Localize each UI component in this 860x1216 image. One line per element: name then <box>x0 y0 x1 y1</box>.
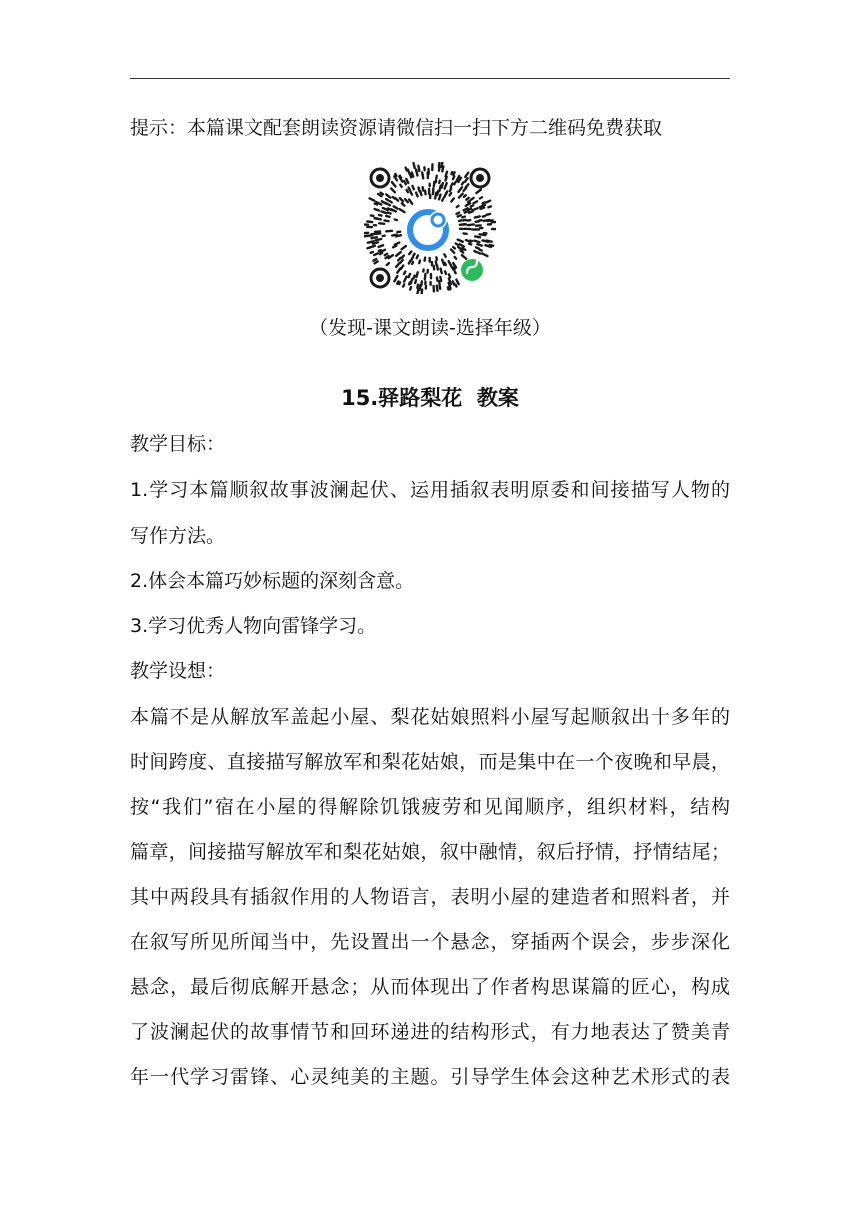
qr-module <box>451 183 453 187</box>
qr-module <box>380 253 382 254</box>
qr-module <box>371 215 373 216</box>
qr-finder-dot <box>376 174 384 182</box>
qr-module <box>412 173 413 177</box>
paragraph-line: 其中两段具有插叙作用的人物语言，表明小屋的建造者和照料者，并 <box>130 886 730 908</box>
qr-module <box>456 244 459 246</box>
qr-module <box>374 253 378 255</box>
qr-module <box>409 274 410 277</box>
qr-module <box>468 209 471 210</box>
qr-module <box>450 193 452 196</box>
qr-module <box>404 272 405 274</box>
qr-module <box>409 188 411 191</box>
qr-module <box>406 179 408 183</box>
qr-module <box>442 183 443 188</box>
qr-module <box>451 198 454 201</box>
qr-module <box>440 285 441 289</box>
qr-module <box>486 214 490 215</box>
qr-module <box>463 220 466 221</box>
qr-module <box>388 213 391 214</box>
qr-module <box>433 188 434 194</box>
qr-module <box>462 255 466 259</box>
qr-module <box>435 193 436 199</box>
qr-module <box>382 201 386 203</box>
qr-module <box>375 204 377 205</box>
qr-module <box>367 221 372 222</box>
qr-module <box>396 276 398 279</box>
qr-module <box>466 203 470 206</box>
qr-finder-dot <box>376 274 384 282</box>
qr-module <box>442 162 443 167</box>
qr-module <box>405 199 408 202</box>
qr-module <box>478 253 480 254</box>
qr-module <box>445 263 446 265</box>
qr-module <box>490 245 493 246</box>
qr-module <box>375 261 378 263</box>
qr-module <box>456 280 458 285</box>
qr-module <box>417 285 418 288</box>
qr-module <box>475 216 480 217</box>
qr-module <box>417 289 418 294</box>
qr-module <box>390 201 392 202</box>
qr-caption: （发现-课文朗读-选择年级） <box>309 317 551 339</box>
qr-module <box>414 276 415 279</box>
qr-module <box>406 168 407 171</box>
qr-code-graphic <box>364 162 496 294</box>
qr-module <box>436 261 437 264</box>
qr-module <box>371 252 373 253</box>
qr-module <box>480 197 482 198</box>
qr-module <box>386 216 389 217</box>
qr-module <box>446 172 447 177</box>
qr-module <box>483 202 485 203</box>
qr-module <box>418 166 419 171</box>
qr-module <box>423 187 424 190</box>
qr-module <box>466 184 469 187</box>
qr-module <box>476 190 481 194</box>
qr-module <box>437 191 438 195</box>
objective-line: 2.体会本篇巧妙标题的深刻含意。 <box>130 570 415 592</box>
qr-module <box>440 277 441 281</box>
qr-module <box>409 282 410 284</box>
paragraph-line: 年一代学习雷锋、心灵纯美的主题。引导学生体会这种艺术形式的表 <box>130 1066 730 1088</box>
qr-module <box>409 251 411 254</box>
qr-module <box>446 192 447 194</box>
paragraph-line: 篇章，间接描写解放军和梨花姑娘，叙中融情，叙后抒情，抒情结尾； <box>130 841 730 863</box>
qr-module <box>398 258 400 260</box>
qr-module <box>439 195 440 200</box>
qr-module <box>399 282 400 284</box>
qr-module <box>379 250 381 251</box>
paragraph-line: 在叙写所见所闻当中，先设置出一个悬念，穿插两个误会，步步深化 <box>130 931 730 953</box>
qr-module <box>445 271 446 273</box>
qr-module <box>464 195 466 197</box>
qr-module <box>457 206 459 207</box>
qr-module <box>481 208 485 209</box>
qr-module <box>473 201 477 203</box>
qr-module <box>400 176 401 178</box>
qr-module <box>420 285 421 290</box>
qr-module <box>466 198 468 200</box>
qr-module <box>404 277 406 282</box>
qr-module <box>450 188 451 191</box>
qr-module <box>487 241 492 242</box>
qr-module <box>397 281 398 283</box>
qr-module <box>425 274 426 280</box>
qr-module <box>392 235 396 236</box>
qr-module <box>465 211 469 213</box>
qr-module <box>375 209 379 210</box>
qr-module <box>465 173 468 177</box>
qr-module <box>486 201 490 203</box>
paragraph-line: 时间跨度、直接描写解放军和梨花姑娘，而是集中在一个夜晚和早晨， <box>130 751 730 773</box>
qr-module <box>465 178 468 182</box>
qr-module <box>480 234 486 235</box>
qr-module <box>425 258 426 261</box>
qr-module <box>469 211 473 212</box>
qr-module <box>394 280 395 282</box>
paragraph-line: 悬念，最后彻底解开悬念；从而体现出了作者构思谋篇的匠心，构成 <box>130 976 730 998</box>
qr-module <box>437 286 438 291</box>
paragraph-line: 了波澜起伏的故事情节和回环递进的结构形式，有力地表达了赞美青 <box>130 1021 730 1043</box>
qr-module <box>412 186 413 189</box>
qr-module <box>474 251 476 252</box>
qr-module <box>404 181 406 184</box>
paragraph-line: 按“我们”宿在小屋的得解除饥饿疲劳和见闻顺序，组织材料，结构 <box>130 796 730 818</box>
qr-module <box>469 244 471 245</box>
qr-module <box>368 241 374 242</box>
qr-module <box>385 220 389 221</box>
qr-module <box>395 174 396 176</box>
qr-module <box>371 237 376 238</box>
qr-module <box>403 284 404 286</box>
document-page <box>130 0 730 1216</box>
qr-module <box>364 236 368 237</box>
objective-line: 写作方法。 <box>130 525 226 547</box>
qr-module <box>474 241 479 242</box>
qr-module <box>376 239 382 240</box>
objective-line: 3.学习优秀人物向雷锋学习。 <box>130 615 377 637</box>
qr-module <box>418 187 419 191</box>
qr-module <box>386 199 388 200</box>
paragraph-line: 本篇不是从解放军盖起小屋、梨花姑娘照料小屋写起顺叙出十多年的 <box>130 706 730 728</box>
qr-module <box>400 198 403 201</box>
qr-module <box>455 257 457 259</box>
qr-module <box>379 215 382 216</box>
qr-module <box>488 206 490 207</box>
qr-module <box>402 203 405 205</box>
qr-module <box>436 257 437 259</box>
qr-module <box>386 194 390 197</box>
qr-module <box>445 183 447 188</box>
qr-module <box>381 193 383 195</box>
qr-module <box>454 268 455 270</box>
qr-module <box>462 248 465 250</box>
qr-module <box>439 186 440 192</box>
qr-module <box>400 185 401 187</box>
qr-module <box>402 246 406 249</box>
qr-module <box>460 244 464 246</box>
qr-module <box>419 261 420 264</box>
qr-module <box>392 182 396 186</box>
qr-module <box>387 263 389 265</box>
qr-module <box>370 198 375 200</box>
audio-resource-hint: 提示：本篇课文配套朗读资源请微信扫一扫下方二维码免费获取 <box>130 117 663 139</box>
qr-module <box>408 170 410 174</box>
qr-module <box>453 247 455 248</box>
qr-finder-dot <box>476 174 484 182</box>
qr-module <box>457 213 460 214</box>
qr-module <box>442 199 443 201</box>
qr-module <box>482 253 487 256</box>
qr-module <box>454 182 455 184</box>
qr-module <box>410 287 411 290</box>
objective-line: 1.学习本篇顺叙故事波澜起伏、运用插叙表明原委和间接描写人物的 <box>130 479 730 501</box>
qr-module <box>402 256 404 258</box>
qr-module <box>459 220 461 221</box>
qr-module <box>379 245 383 247</box>
document-title: 15.驿路梨花 教案 <box>341 386 519 410</box>
qr-module <box>448 287 449 289</box>
qr-module <box>417 255 418 258</box>
qr-module <box>400 209 405 212</box>
qr-module <box>453 281 454 284</box>
qr-module <box>458 187 462 192</box>
qr-module <box>458 215 461 216</box>
qr-module <box>391 188 395 192</box>
qr-module <box>444 254 445 256</box>
qr-module <box>385 254 387 255</box>
qr-module <box>462 217 464 218</box>
design-heading: 教学设想： <box>130 660 226 682</box>
mini-program-badge-icon <box>461 259 483 281</box>
qr-module <box>421 289 422 294</box>
qr-module <box>393 246 396 248</box>
qr-module <box>471 198 473 200</box>
qr-module <box>381 211 386 213</box>
qr-module <box>373 259 376 261</box>
qr-module <box>393 197 395 199</box>
qr-module <box>407 190 408 192</box>
qr-module <box>453 172 454 175</box>
qr-module <box>414 163 415 168</box>
qr-module <box>437 265 438 269</box>
qr-module <box>472 208 477 210</box>
qr-module <box>480 250 482 251</box>
qr-module <box>439 163 440 167</box>
qr-module <box>488 220 493 221</box>
qr-module <box>367 247 371 248</box>
qr-module <box>396 263 400 267</box>
qr-module <box>415 280 416 283</box>
qr-module <box>397 268 400 272</box>
qr-module <box>409 261 411 264</box>
qr-module <box>442 260 444 265</box>
header-rule <box>130 78 730 79</box>
qr-module <box>395 219 397 220</box>
qr-module <box>455 271 456 273</box>
qr-module <box>453 176 454 179</box>
qr-module <box>416 193 417 197</box>
qr-module <box>462 182 464 184</box>
qr-module <box>475 236 480 237</box>
qr-module <box>467 220 470 221</box>
qr-module <box>459 194 463 198</box>
qr-module <box>394 206 398 208</box>
qr-module <box>449 274 450 277</box>
qr-module <box>396 252 400 256</box>
qr-module <box>395 243 399 245</box>
qr-module <box>477 244 481 246</box>
qr-code[interactable] <box>364 162 496 294</box>
qr-module <box>413 254 414 256</box>
qr-module <box>458 240 463 242</box>
qr-module <box>411 279 413 284</box>
qr-module <box>451 249 454 252</box>
qr-module <box>412 262 413 264</box>
qr-module <box>409 199 412 203</box>
qr-module <box>471 205 473 206</box>
qr-module <box>456 285 457 287</box>
qr-module <box>451 172 452 174</box>
qr-module <box>461 251 464 253</box>
objectives-heading: 教学目标： <box>130 433 226 455</box>
qr-module <box>470 241 472 242</box>
qr-module <box>441 269 442 273</box>
qr-module <box>416 272 417 277</box>
qr-module <box>468 201 470 202</box>
qr-module <box>411 192 412 194</box>
qr-module <box>476 247 479 248</box>
